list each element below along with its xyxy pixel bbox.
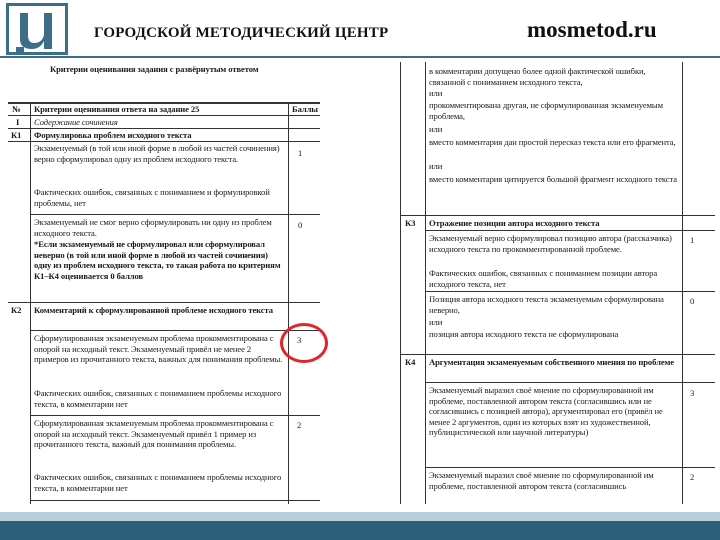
- k3-title: Отражение позиции автора исходного текста: [429, 218, 600, 228]
- header-divider: [0, 56, 720, 58]
- or-text: или: [429, 124, 443, 134]
- k1-row1-note: Фактических ошибок, связанных с пониманием и формулировкой проблемы, нет: [34, 187, 270, 208]
- col-num-header: №: [12, 104, 21, 114]
- k1-row1-points: 1: [298, 148, 303, 158]
- section-num: I: [16, 117, 20, 127]
- center-title: ГОРОДСКОЙ МЕТОДИЧЕСКИЙ ЦЕНТР: [94, 25, 389, 41]
- section-title: Содержание сочинения: [34, 117, 118, 127]
- k4-label: К4: [405, 357, 416, 367]
- k3-label: К3: [405, 218, 416, 228]
- k1-row2-note: *Если экзаменуемый не сформулировал или сформулировал неверно (в той или иной форме в любой из частей сочинения) одну из проблем исходного текста, то такая работа по критериям К1–К4 оценивается 0 баллов: [34, 239, 281, 281]
- k2-row2-points: 2: [297, 420, 302, 430]
- k4-row1-text: Экзаменуемый выразил своё мнение по сформулированной им проблеме, поставленной автором текста (согласившись или не согласившись с позицией автора), аргументировал его (привёл не менее 2 аргументов, один из которых взят из художественной, публицистической или научной литературы): [429, 385, 663, 438]
- col-points-header: Баллы: [292, 104, 318, 114]
- k2-row2-text: Сформулированная экзаменуемым проблема прокомментирована с опорой на исходный текст. Экзаменуемый привёл 1 пример из прочитанного текста, важный для понимания проблемы.: [34, 418, 274, 450]
- col-criteria-header: Критерии оценивания ответа на задание 25: [34, 104, 200, 114]
- highlight-circle: [280, 323, 328, 363]
- site-url: mosmetod.ru: [527, 17, 657, 42]
- k2-row0-alt2: вместо комментария дан простой пересказ текста или его фрагмента,: [429, 137, 676, 147]
- k2-row0-alt3: вместо комментария цитируется большой фрагмент исходного текста: [429, 174, 677, 184]
- k1-row2-points: 0: [298, 220, 303, 230]
- k2-row1-note: Фактических ошибок, связанных с пониманием проблемы исходного текста, в комментарии нет: [34, 388, 282, 409]
- k3-row2-alt: позиция автора исходного текста не сформулирована: [429, 329, 619, 339]
- mosmetod-logo-icon: [6, 3, 68, 55]
- right-document-page: [400, 62, 715, 504]
- k1-row1-text: Экзаменуемый (в той или иной форме в любой из частей сочинения) верно сформулировал одну из проблем исходного текста.: [34, 143, 280, 164]
- k2-row1-text: Сформулированная экзаменуемым проблема прокомментирована с опорой на исходный текст. Экзаменуемый привёл не менее 2 примеров из прочитанного текста, важных для понимания проблемы.: [34, 333, 283, 365]
- or-text: или: [429, 317, 443, 327]
- k1-label: К1: [11, 130, 22, 140]
- k4-row2-points: 2: [690, 472, 695, 482]
- header-bar: [0, 0, 720, 58]
- k3-row2-points: 0: [690, 296, 695, 306]
- k4-row2-text: Экзаменуемый выразил своё мнение по сформулированной им проблеме, поставленной автором текста (согласившись: [429, 470, 654, 491]
- or-text: или: [429, 88, 443, 98]
- k3-row1-points: 1: [690, 235, 695, 245]
- k4-title: Аргументация экзаменуемым собственного мнения по проблеме: [429, 357, 675, 367]
- k3-row1-text: Экзаменуемый верно сформулировал позицию автора (рассказчика) исходного текста по прокомментированной проблеме.: [429, 233, 672, 254]
- k4-row1-points: 3: [690, 388, 695, 398]
- k3-row2-text: Позиция автора исходного текста экзаменуемым сформулирована неверно,: [429, 294, 664, 315]
- criteria-heading: Критерии оценивания задания с развёрнутым ответом: [50, 64, 259, 74]
- k2-title: Комментарий к сформулированной проблеме исходного текста: [34, 305, 273, 315]
- k2-label: К2: [11, 305, 22, 315]
- k2-row0-alt1: прокомментирована другая, не сформулированная экзаменуемым проблема,: [429, 100, 663, 121]
- k2-row1-points: 3: [297, 335, 302, 345]
- k2-row2-note: Фактических ошибок, связанных с пониманием проблемы исходного текста, в комментарии нет: [34, 472, 282, 493]
- k3-row1-note: Фактических ошибок, связанных с пониманием позиции автора исходного текста, нет: [429, 268, 658, 289]
- k2-row0-text: в комментарии допущено более одной фактической ошибки, связанной с пониманием исходного текста,: [429, 66, 646, 87]
- or-text: или: [429, 161, 443, 171]
- k1-title: Формулировка проблем исходного текста: [34, 130, 192, 140]
- footer-bar: [0, 512, 720, 540]
- k1-row2-text: Экзаменуемый не смог верно сформулировать ни одну из проблем исходного текста.: [34, 217, 272, 238]
- left-document-page: [8, 62, 320, 504]
